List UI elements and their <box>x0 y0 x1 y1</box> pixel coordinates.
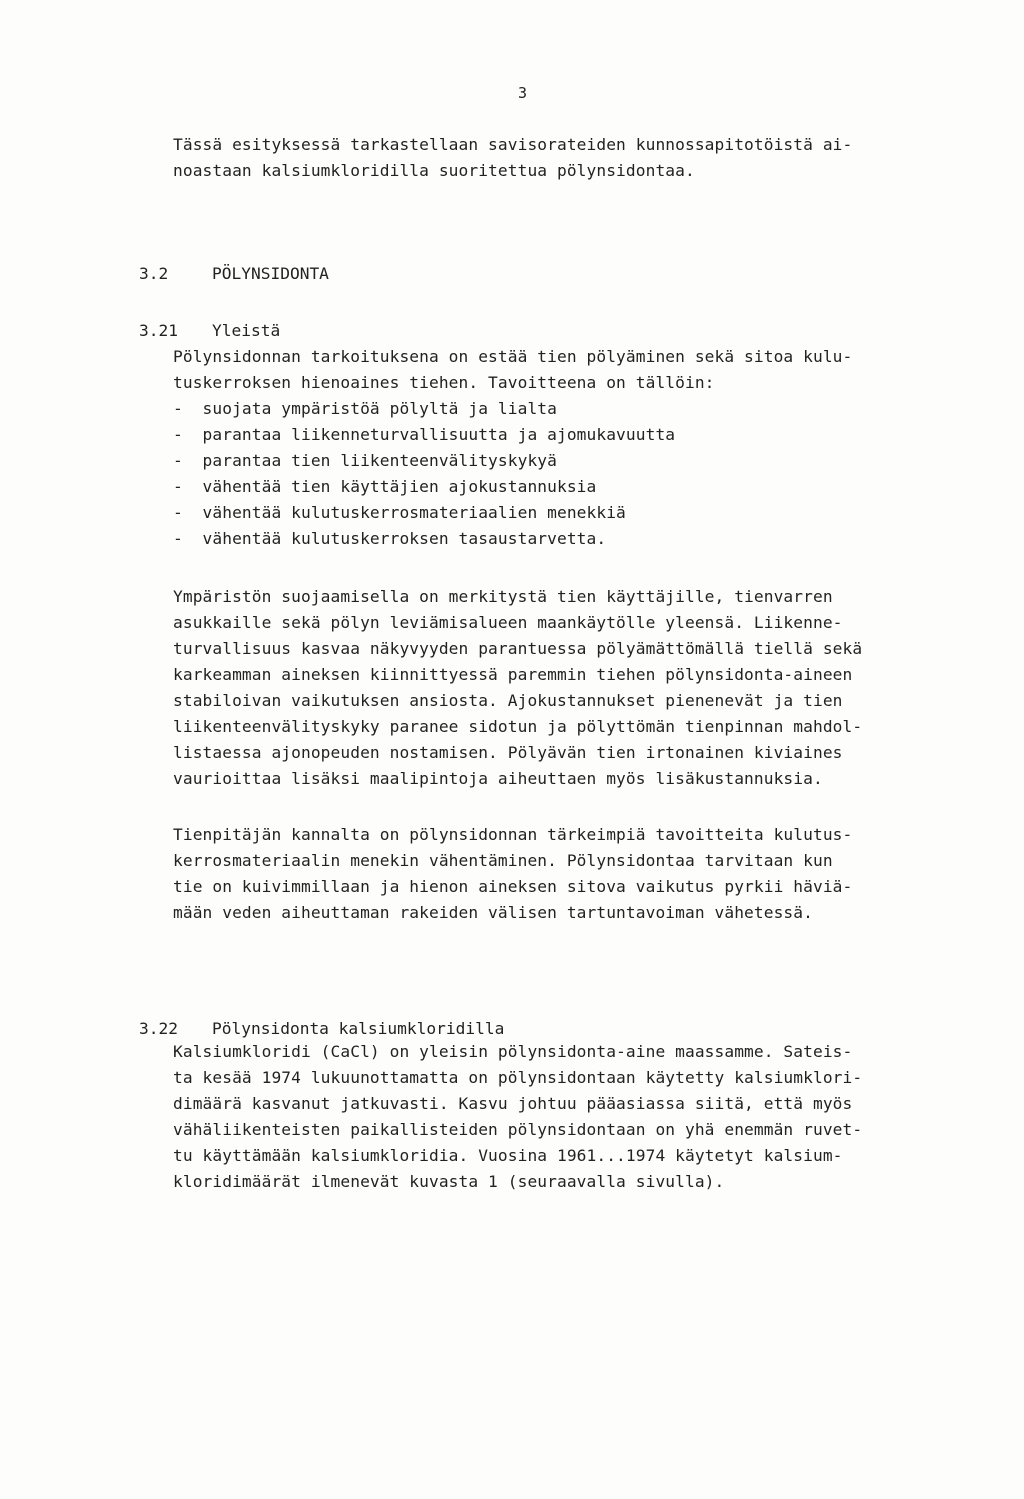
text-line: kerrosmateriaalin menekin vähentäminen. Pölynsidontaa tarvitaan kun <box>173 851 833 870</box>
section-number: 3.2 <box>138 264 169 283</box>
section-title: Yleistä <box>211 321 281 340</box>
text-line: Pölynsidonnan tarkoituksena on estää tien pölyäminen sekä sitoa kulu- <box>173 347 853 366</box>
text-line: listaessa ajonopeuden nostamisen. Pölyävän tien irtonainen kiviaines <box>173 743 843 762</box>
text-line: Tässä esityksessä tarkastellaan savisorateiden kunnossapitotöistä ai- <box>173 135 853 154</box>
paragraph-road-keeper <box>173 822 933 926</box>
paragraph-goals <box>173 344 933 552</box>
list-item: - suojata ympäristöä pölyltä ja lialta <box>173 399 557 418</box>
text-line: turvallisuus kasvaa näkyvyyden parantuessa pölyämättömällä tiellä sekä <box>173 639 863 658</box>
list-item: - parantaa tien liikenteenvälityskykyä <box>173 451 557 470</box>
text-line: asukkaille sekä pölyn leviämisalueen maankäytölle yleensä. Liikenne- <box>173 613 843 632</box>
paragraph-environment <box>173 584 933 792</box>
text-line: Ympäristön suojaamisella on merkitystä tien käyttäjille, tienvarren <box>173 587 833 606</box>
text-line: liikenteenvälityskyky paranee sidotun ja pölyttömän tienpinnan mahdol- <box>173 717 863 736</box>
text-line: tuskerroksen hienoaines tiehen. Tavoitteena on tällöin: <box>173 373 715 392</box>
list-item: - vähentää tien käyttäjien ajokustannuksia <box>173 477 597 496</box>
list-item: - parantaa liikenneturvallisuutta ja ajomukavuutta <box>173 425 676 444</box>
text-line: tie on kuivimmillaan ja hienon aineksen sitova vaikutus pyrkii häviä- <box>173 877 853 896</box>
text-line: ta kesää 1974 lukuunottamatta on pölynsidontaan käytetty kalsiumklori- <box>173 1068 863 1087</box>
list-item: - vähentää kulutuskerroksen tasaustarvetta. <box>173 529 607 548</box>
text-line: noastaan kalsiumkloridilla suoritettua pölynsidontaa. <box>173 161 695 180</box>
text-line: dimäärä kasvanut jatkuvasti. Kasvu johtuu pääasiassa siitä, että myös <box>173 1094 853 1113</box>
intro-paragraph <box>173 132 933 184</box>
section-title: PÖLYNSIDONTA <box>211 264 329 283</box>
list-item: - vähentää kulutuskerrosmateriaalien menekkiä <box>173 503 626 522</box>
text-line: Kalsiumkloridi (CaCl) on yleisin pölynsidonta-aine maassamme. Sateis- <box>173 1042 853 1061</box>
text-line: Tienpitäjän kannalta on pölynsidonnan tärkeimpiä tavoitteita kulutus- <box>173 825 853 844</box>
text-line: vähäliikenteisten paikallisteiden pölynsidontaan on yhä enemmän ruvet- <box>173 1120 863 1139</box>
text-line: vaurioittaa lisäksi maalipintoja aiheuttaen myös lisäkustannuksia. <box>173 769 823 788</box>
section-number: 3.21 <box>138 321 178 340</box>
paragraph-calcium-chloride <box>173 1039 933 1195</box>
text-line: kloridimäärät ilmenevät kuvasta 1 (seuraavalla sivulla). <box>173 1172 725 1191</box>
section-title: Pölynsidonta kalsiumkloridilla <box>211 1019 505 1038</box>
text-line: tu käyttämään kalsiumkloridia. Vuosina 1961...1974 käytetyt kalsium- <box>173 1146 843 1165</box>
text-line: stabiloivan vaikutuksen ansiosta. Ajokustannukset pienenevät ja tien <box>173 691 843 710</box>
page-number: 3 <box>518 84 528 102</box>
text-line: karkeamman aineksen kiinnittyessä paremmin tiehen pölynsidonta-aineen <box>173 665 853 684</box>
text-line: mään veden aiheuttaman rakeiden välisen tartuntavoiman vähetessä. <box>173 903 813 922</box>
section-number: 3.22 <box>138 1019 178 1038</box>
